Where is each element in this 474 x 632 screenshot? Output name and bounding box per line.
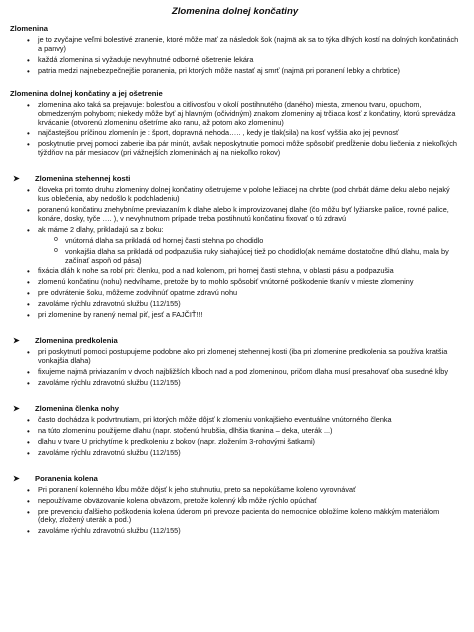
list-item: • poskytnutie prvej pomoci zaberie iba pár minút, avšak neposkytnutie pomoci môže spôsobiť predĺženie dobu liečenia z niekoľkých týždňov na pár mesiacov (pri vážnejších zlomeninách aj na niekoľko rokov) — [10, 140, 460, 158]
heading-predkolenie: ➤ Zlomenina predkolenia — [13, 335, 118, 345]
list-zlomenina — [10, 36, 460, 76]
list-item: • patria medzi najnebezpečnejšie poranenia, pri ktorých môže nastať aj smrť (najmä pri poranení lebky a chrbtice) — [10, 67, 460, 76]
list-item: • zavoláme rýchlu zdravotnú službu (112/155) — [10, 449, 460, 458]
arrow-right-icon: ➤ — [13, 403, 20, 413]
list-clenok — [10, 416, 460, 458]
arrow-right-icon: ➤ — [13, 335, 20, 345]
arrow-right-icon: ➤ — [13, 473, 20, 483]
list-item: • poranenú končatinu znehybníme previazaním k dlahe alebo k improvizovanej dlahe (čo môžu byť lyžiarske palice, rovné palice, konáre, dosky, tyče …. ), v nevyhnutnom prípade treba postihnutú končatinu fixovať o tú zdravú — [10, 206, 460, 224]
list-item: • pre prevenciu ďalšieho poškodenia kolena úderom pri prevoze pacienta do nemocnice obložíme koleno mäkkým materiálom (deky, zložený uterák a pod.) — [10, 508, 460, 526]
heading-koleno: ➤ Poranenia kolena — [13, 473, 98, 483]
heading-zlomenina: Zlomenina — [10, 23, 48, 33]
list-osetrenie — [10, 101, 460, 158]
list-koleno — [10, 486, 460, 536]
list-item: • pri zlomenine by ranený nemal piť, jesť a FAJČIŤ!!! — [10, 311, 460, 320]
list-predkolenie — [10, 348, 460, 388]
list-item: • zavoláme rýchlu zdravotnú službu (112/155) — [10, 527, 460, 536]
list-item: • zlomenina ako taká sa prejavuje: bolesťou a citlivosťou v okolí postihnutého (daného) miesta, zmenou tvaru, opuchom, obmedzeným pohybom; niekedy môže byť aj hlavným (očividným) znakom zlomeniny aj trčiaca kosť z končatiny, ktorú sprevádza krvácanie (otvorenú zlomeninu ošetríme ako ranu, až potom ako zlomeninu) — [10, 101, 460, 128]
list-item: • zavoláme rýchlu zdravotnú službu (112/155) — [10, 379, 460, 388]
heading-osetrenie: Zlomenina dolnej končatiny a jej ošetrenie — [10, 88, 163, 98]
list-item: • pri poskytnutí pomoci postupujeme podobne ako pri zlomenej stehennej kosti (iba pri zlomenine predkolenia sa používa kratšia vonkajšia dlaha) — [10, 348, 460, 366]
arrow-right-icon: ➤ — [13, 174, 20, 184]
list-item: • ak máme 2 dlahy, prikladajú sa z boku: — [10, 226, 460, 235]
list-item: • je to zvyčajne veľmi bolestivé zranenie, ktoré môže mať za následok šok (najmä ak sa to týka dlhých kostí na dolných končatinách a panvy) — [10, 36, 460, 54]
list-item: • fixácia dláh k nohe sa robí pri: členku, pod a nad kolenom, pri hornej časti stehna, v oblasti pásu a podpazušia — [10, 267, 460, 276]
list-item: • Pri poranení kolenného kĺbu môže dôjsť k jeho stuhnutiu, preto sa nepokúšame koleno vyrovnávať — [10, 486, 460, 495]
sublist-dlahy — [10, 237, 460, 266]
list-item: • pre odvrátenie šoku, môžeme zodvihnúť opatrne zdravú nohu — [10, 289, 460, 298]
sub-list-item: o vnútorná dlaha sa prikladá od hornej časti stehna po chodidlo — [10, 237, 460, 246]
list-item: • dlahu v tvare U prichytíme k predkoleniu z bokov (napr. zložením 3-rohovými šatkami) — [10, 438, 460, 447]
list-item: • každá zlomenina si vyžaduje nevyhnutné odborné ošetrenie lekára — [10, 56, 460, 65]
heading-clenok: ➤ Zlomenina členka nohy — [13, 403, 119, 413]
list-stehenna-b — [10, 267, 460, 319]
heading-stehenna-kost: ➤ Zlomenina stehennej kosti — [13, 174, 131, 184]
list-item: • človeka pri tomto druhu zlomeniny dolnej končatiny ošetrujeme v polohe ležiacej na chrbte (pod chrbát dáme deku alebo nejaký kus oblečenia, aby nedošlo k podchladeniu) — [10, 186, 460, 204]
document-title: Zlomenina dolnej končatiny — [171, 6, 299, 17]
list-item: • zlomenú končatinu (nohu) nedvíhame, pretože by to mohlo spôsobiť vnútorné poškodenie tkanív v mieste zlomeniny — [10, 278, 460, 287]
list-item: • najčastejšou príčinou zlomenín je : šport, dopravná nehoda….. , kedy je tlak(sila) na kosť vyššia ako jej pevnosť — [10, 129, 460, 138]
list-stehenna-a — [10, 186, 460, 234]
list-item: • nepoužívame obväzovanie kolena obväzom, pretože kolenný kĺb môže rýchlo opúchať — [10, 497, 460, 506]
list-item: • na túto zlomeninu použijeme dlahu (napr. stočenú hrubšia, dlhšia tkanina – deka, uterák ...) — [10, 427, 460, 436]
sub-list-item: o vonkajšia dlaha sa prikladá od podpazušia ruky siahajúcej tiež po chodidlo(ak nemáme dostatočne dlhú dlahu, mala by začínať aspoň od pása) — [10, 248, 460, 266]
list-item: • zavoláme rýchlu zdravotnú službu (112/155) — [10, 300, 460, 309]
list-item: • často dochádza k podvrtnutiam, pri ktorých môže dôjsť k zlomeniu vonkajšieho eventuálne vnútorného členka — [10, 416, 460, 425]
list-item: • fixujeme najmä priviazaním v dvoch najbližších kĺboch nad a pod zlomeninou, pričom dlaha musí presahovať oba susedné kĺby — [10, 368, 460, 377]
